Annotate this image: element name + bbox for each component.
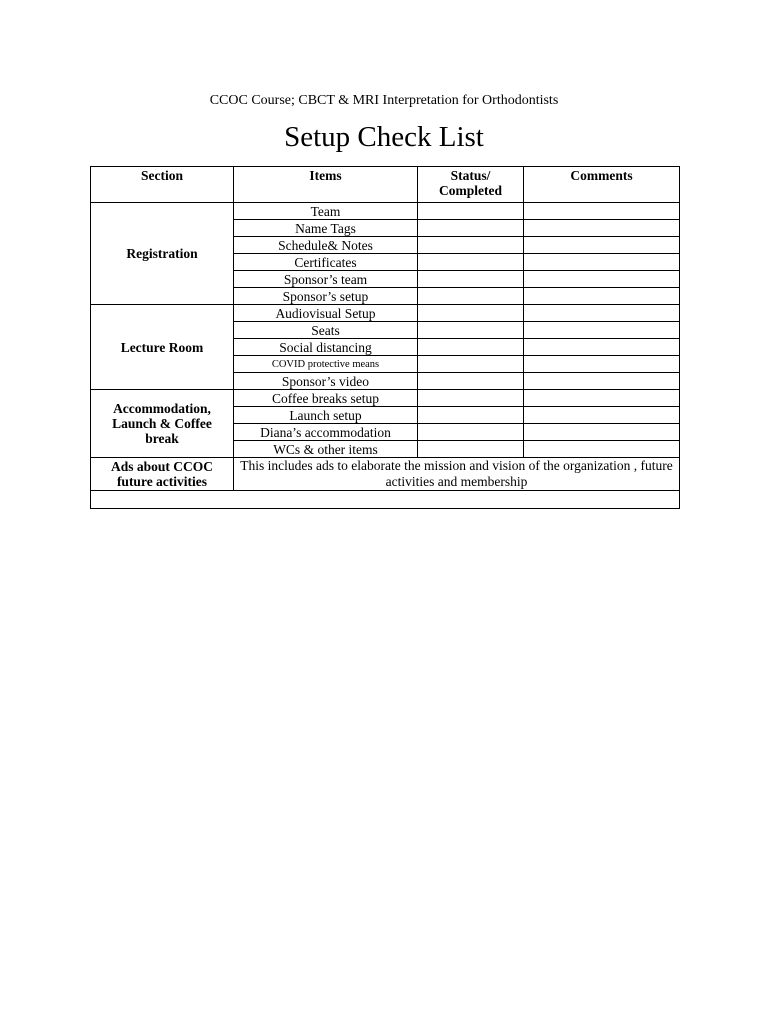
item-cell: Social distancing [234,339,418,356]
status-cell [418,373,524,390]
status-cell [418,356,524,373]
column-header-items: Items [234,167,418,203]
table-row [91,305,680,322]
comments-cell [524,203,680,220]
item-cell: Team [234,203,418,220]
table-header-row [91,167,680,203]
item-cell: Audiovisual Setup [234,305,418,322]
comments-cell [524,220,680,237]
status-cell [418,407,524,424]
table-row [91,390,680,407]
comments-cell [524,356,680,373]
item-cell: Sponsor’s setup [234,288,418,305]
blank-cell [91,491,680,509]
item-cell: Certificates [234,254,418,271]
comments-cell [524,322,680,339]
section-cell-lecture-room: Lecture Room [91,305,234,390]
status-cell [418,305,524,322]
status-cell [418,339,524,356]
item-cell: Launch setup [234,407,418,424]
section-cell-ads: Ads about CCOC future activities [91,458,234,491]
item-cell: Seats [234,322,418,339]
comments-cell [524,424,680,441]
course-subtitle: CCOC Course; CBCT & MRI Interpretation for Orthodontists [209,93,559,108]
status-cell [418,254,524,271]
comments-cell [524,254,680,271]
status-cell [418,322,524,339]
comments-cell [524,390,680,407]
status-cell [418,203,524,220]
item-cell: Sponsor’s team [234,271,418,288]
item-cell: Name Tags [234,220,418,237]
column-header-section: Section [91,167,234,203]
table-row [91,203,680,220]
item-cell: WCs & other items [234,441,418,458]
table-row-blank [91,491,680,509]
status-cell [418,271,524,288]
column-header-status: Status/ Completed [418,167,524,203]
table-row-ads [91,458,680,491]
comments-cell [524,407,680,424]
status-cell [418,288,524,305]
setup-checklist-table [90,166,680,509]
comments-cell [524,441,680,458]
status-cell [418,424,524,441]
status-cell [418,237,524,254]
column-header-comments: Comments [524,167,680,203]
section-cell-registration: Registration [91,203,234,305]
comments-cell [524,288,680,305]
comments-cell [524,305,680,322]
section-cell-accommodation: Accommodation, Launch & Coffee break [91,390,234,458]
item-cell: Diana’s accommodation [234,424,418,441]
item-cell: COVID protective means [234,356,418,373]
status-cell [418,220,524,237]
status-cell [418,441,524,458]
ads-description-cell: This includes ads to elaborate the mission and vision of the organization , future activities and membership [234,458,680,491]
item-cell: Schedule& Notes [234,237,418,254]
comments-cell [524,237,680,254]
comments-cell [524,339,680,356]
page-title: Setup Check List [284,121,484,153]
item-cell: Coffee breaks setup [234,390,418,407]
status-cell [418,390,524,407]
comments-cell [524,271,680,288]
comments-cell [524,373,680,390]
item-cell: Sponsor’s video [234,373,418,390]
